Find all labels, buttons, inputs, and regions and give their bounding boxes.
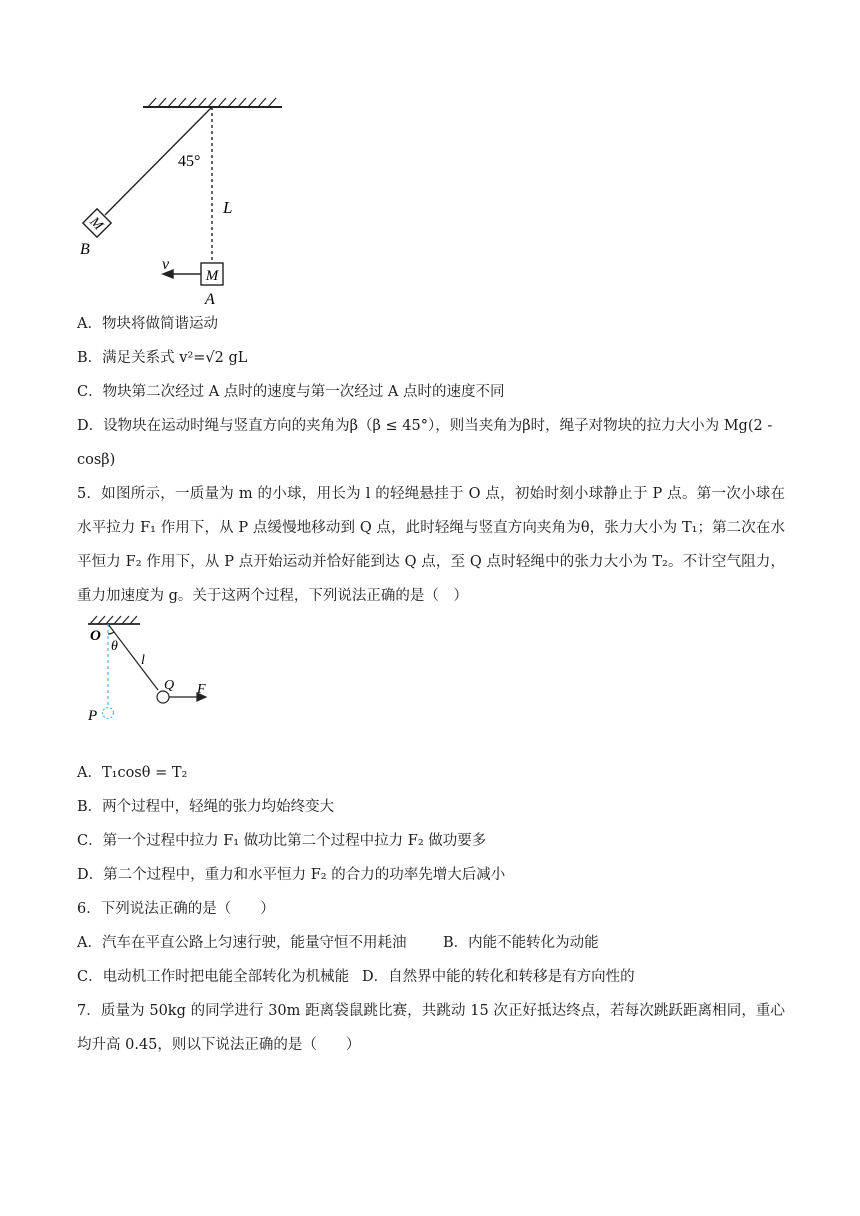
- fig1-point-a: A: [205, 291, 215, 308]
- fig2-theta: θ: [111, 639, 118, 654]
- fig2-length: l: [141, 653, 145, 668]
- q4-option-d-line1: D．设物块在运动时绳与竖直方向的夹角为β（β ≤ 45°），则当夹角为β时，绳子对物块的拉力大小为 Mg(2 -: [77, 418, 773, 434]
- q4-option-b: B．满足关系式 v²=√2 gL: [77, 350, 248, 366]
- fig1-velocity: v: [162, 256, 170, 273]
- q4-option-a: A．物块将做简谐运动: [77, 316, 218, 332]
- q6-stem: 6．下列说法正确的是（ ）: [77, 901, 275, 917]
- fig1-mass-b: M: [86, 214, 106, 234]
- fig1-point-b: B: [80, 241, 90, 258]
- q5-option-a: A．T₁cosθ = T₂: [77, 765, 188, 781]
- fig2-point-q: Q: [164, 678, 175, 693]
- q6-option-a: A．汽车在平直公路上匀速行驶，能量守恒不用耗油: [77, 935, 407, 951]
- fig1-angle: 45°: [178, 153, 201, 170]
- fig2-point-p: P: [88, 708, 98, 724]
- q6-option-b: B．内能不能转化为动能: [443, 935, 599, 951]
- fig1-length: L: [223, 198, 233, 217]
- q6-option-d: D．自然界中能的转化和转移是有方向性的: [362, 969, 635, 985]
- fig2-force: F: [197, 682, 206, 697]
- fig1-mass-a: M: [205, 268, 219, 284]
- pendulum-figure-1: [70, 95, 300, 308]
- fig2-point-o: O: [90, 628, 101, 644]
- q7-stem: 7．质量为 50kg 的同学进行 30m 距离袋鼠跳比赛，共跳动 15 次正好抵达终点，若每次跳跃距离相同，重心均升高 0.45，则以下说法正确的是（ ）: [77, 1003, 785, 1053]
- q4-option-d-line2: cosβ): [77, 452, 116, 468]
- pendulum-figure-2: [84, 612, 224, 727]
- q5-option-c: C．第一个过程中拉力 F₁ 做功比第二个过程中拉力 F₂ 做功要多: [77, 833, 487, 849]
- q5-option-d: D．第二个过程中，重力和水平恒力 F₂ 的合力的功率先增大后减小: [77, 867, 506, 883]
- q5-option-b: B．两个过程中，轻绳的张力均始终变大: [77, 799, 335, 815]
- q4-option-c: C．物块第二次经过 A 点时的速度与第一次经过 A 点时的速度不同: [77, 384, 505, 400]
- q6-option-c: C．电动机工作时把电能全部转化为机械能: [77, 969, 350, 985]
- q5-stem: 5．如图所示，一质量为 m 的小球，用长为 l 的轻绳悬挂于 O 点，初始时刻小球静止于 P 点。第一次小球在水平拉力 F₁ 作用下，从 P 点缓慢地移动到 Q 点，此时轻绳与竖直方向夹角为θ，张力大小为 T₁；第二次在水平恒力 F₂ 作用下，从 P 点开始运动并恰好能到达 Q 点，至 Q 点时轻绳中的张力大小为 T₂。不计空气阻力，重力加速度为 g。关于这两个过程，下列说法正确的是（ ）: [77, 486, 785, 604]
